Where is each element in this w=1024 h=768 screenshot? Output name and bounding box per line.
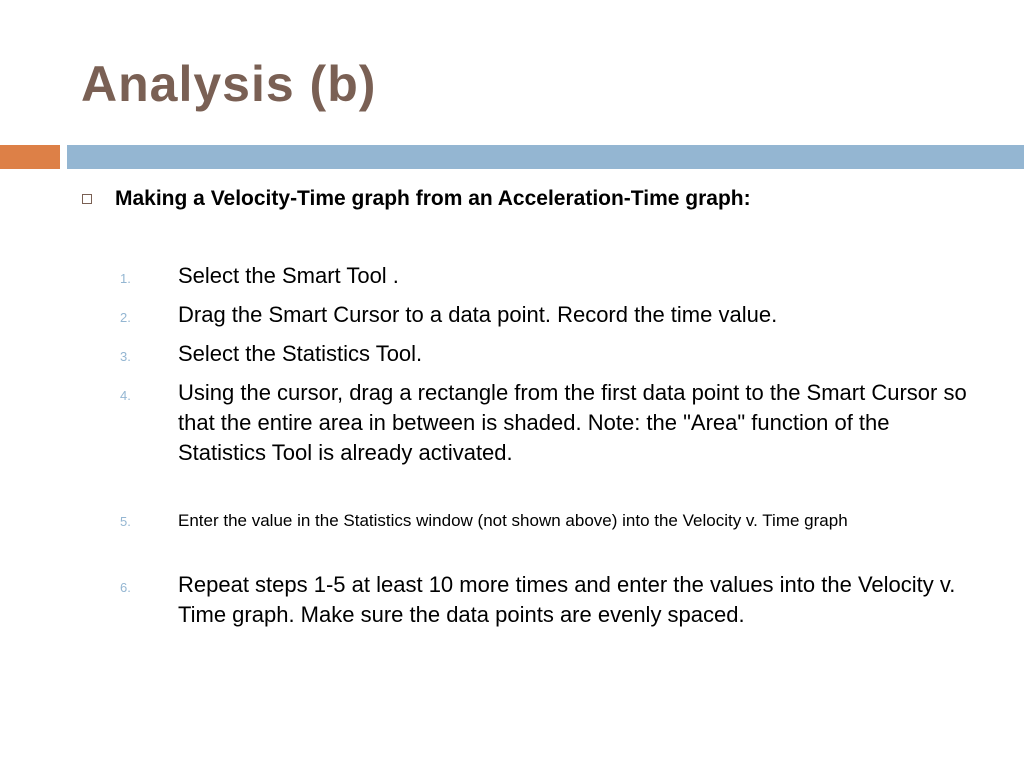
bullet-text: Making a Velocity-Time graph from an Acceleration-Time graph:	[115, 187, 751, 210]
list-item	[112, 508, 982, 570]
step-text: Drag the Smart Cursor to a data point. Record the time value.	[178, 302, 778, 327]
step-text: Select the Statistics Tool.	[178, 341, 423, 366]
accent-bar	[0, 145, 60, 169]
step-text: Select the Smart Tool .	[178, 263, 399, 288]
main-bullet	[82, 184, 751, 214]
list-item	[112, 300, 982, 339]
steps-list	[112, 261, 982, 666]
slide-title: Analysis (b)	[81, 56, 377, 112]
list-item	[112, 378, 982, 508]
step-text: Repeat steps 1-5 at least 10 more times and enter the values into the Velocity v. Time graph. Make sure the data points are evenly spaced.	[178, 572, 956, 627]
step-text: Using the cursor, drag a rectangle from the first data point to the Smart Cursor so that the entire area in between is shaded. Note: the "Area" function of the Statistics Tool is already activated.	[178, 380, 967, 465]
step-number: 3.	[120, 349, 131, 364]
step-number: 6.	[120, 580, 131, 595]
step-number: 5.	[120, 514, 131, 529]
hollow-square-bullet-icon	[82, 194, 92, 204]
step-number: 4.	[120, 388, 131, 403]
header-bar	[67, 145, 1024, 169]
step-number: 2.	[120, 310, 131, 325]
step-text: Enter the value in the Statistics window (not shown above) into the Velocity v. Time graph	[178, 511, 848, 530]
list-item	[112, 261, 982, 300]
list-item	[112, 339, 982, 378]
step-number: 1.	[120, 271, 131, 286]
list-item	[112, 570, 982, 666]
